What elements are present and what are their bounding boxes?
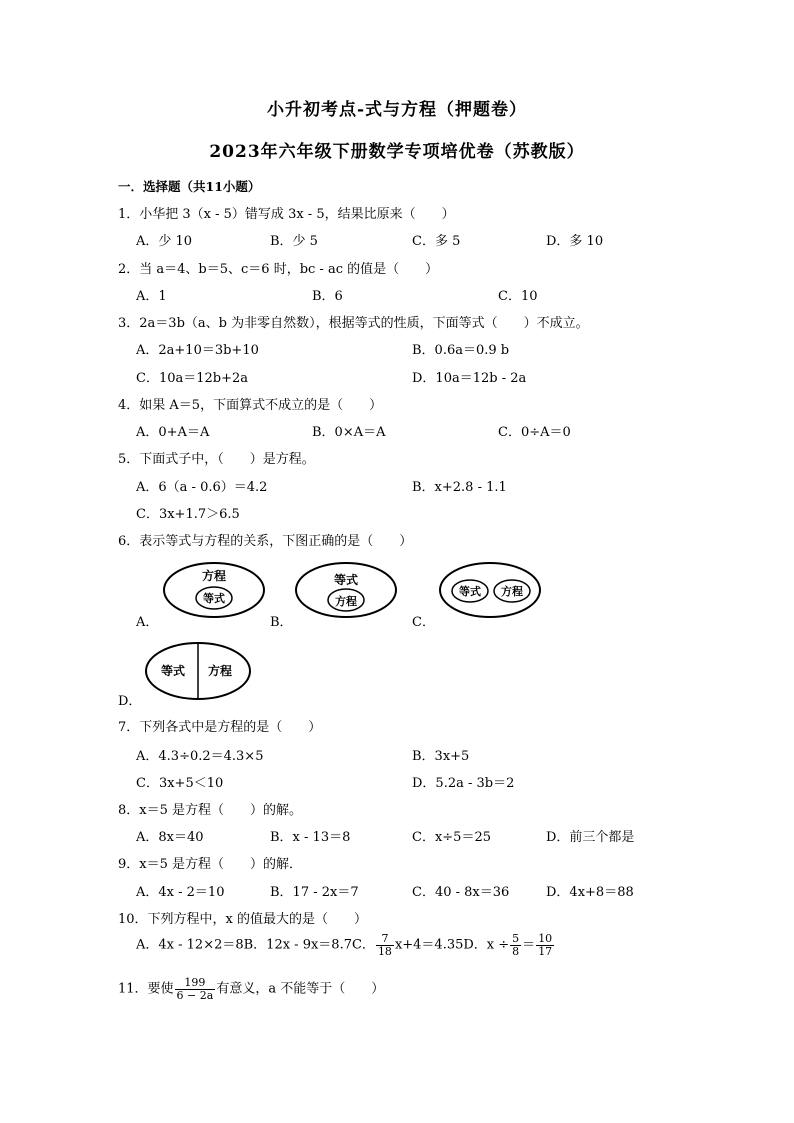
q6-option-b: B． [270,615,293,630]
question-5: 5．下面式子中，（ ）是方程。 [118,452,315,467]
q6-option-c: C． [412,615,435,630]
q11-fraction [175,977,216,1002]
q10-options [136,933,555,958]
q3-option-d: D．10a＝12b - 2a [412,371,527,386]
q5-option-b: B．x+2.8 - 1.1 [412,480,507,495]
q6-option-d: D． [118,694,142,709]
q5-option-a: A．6（a - 0.6）＝4.2 [136,480,268,495]
q1-option-a: A．少 10 [136,234,193,249]
q4-option-a: A．0+A＝A [136,425,210,440]
q7-option-a: A．4.3÷0.2＝4.3×5 [136,749,264,764]
question-7: 7．下列各式中是方程的是（ ） [118,720,322,735]
doc-title: 小升初考点-式与方程（押题卷） [266,100,528,120]
q10-options-ab: A．4x - 12×2＝8B．12x - 9x＝8.7C． [136,937,375,953]
question-1: 1．小华把 3（x - 5）错写成 3x - 5，结果比原来（ ） [118,207,455,222]
q9-option-c: C．40 - 8x＝36 [412,885,510,900]
q3-option-b: B．0.6a＝0.9 b [412,343,510,358]
q8-option-a: A．8x＝40 [136,830,204,845]
q10-d-result-fraction [536,933,554,958]
question-9: 9．x＝5 是方程（ ）的解． [118,857,303,872]
q6a-outer-label: 方程 [201,569,227,583]
q6c-right-label: 方程 [501,585,523,598]
q10-c-fraction [376,933,394,958]
question-3: 3．2a＝3b（a、b 为非零自然数），根据等式的性质，下面等式（ ）不成立。 [118,316,589,331]
q9-option-d: D．4x+8＝88 [546,885,634,900]
q10-d-rden: 17 [538,945,553,958]
q10-d-den: 8 [512,945,520,958]
q9-option-a: A．4x - 2＝10 [136,885,225,900]
q11-frac-den: 6 − 2a [176,989,214,1002]
q11-frac-num: 199 [175,977,216,990]
question-8: 8．x＝5 是方程（ ）的解。 [118,803,303,818]
q10-d-num: 5 [512,932,520,945]
q3-option-c: C．10a＝12b+2a [136,371,249,386]
question-2: 2．当 a＝4、b＝5、c＝6 时，bc - ac 的值是（ ） [118,262,439,277]
q7-option-b: B．3x+5 [412,749,470,764]
q6c-left-label: 等式 [459,585,481,598]
q6-diagram-c [438,560,542,620]
q6-diagram-a [162,560,266,620]
q6a-inner-label: 等式 [203,592,225,605]
q4-option-b: B．0×A＝A [312,425,386,440]
q5-option-c: C．3x+1.7＞6.5 [136,507,240,522]
q10-d-equals: ＝ [522,937,536,953]
q8-option-b: B．x - 13＝8 [270,830,351,845]
q1-option-c: C．多 5 [412,234,461,249]
q10-d-rnum: 10 [538,932,553,945]
q4-option-c: C．0÷A＝0 [498,425,571,440]
q6-diagram-d [144,640,252,702]
q6b-outer-label: 等式 [333,573,359,587]
q6b-inner-label: 方程 [335,595,357,608]
q1-option-d: D．多 10 [546,234,604,249]
q6-option-a: A． [136,615,159,630]
question-6: 6．表示等式与方程的关系，下图正确的是（ ） [118,534,413,549]
question-10: 10．下列方程中，x 的值最大的是（ ） [118,912,368,927]
q10-options-cd: x+4＝4.35D．x ÷ [394,937,510,953]
doc-subtitle: 2023年六年级下册数学专项培优卷（苏教版） [209,142,585,162]
q9-option-b: B．17 - 2x＝7 [270,885,359,900]
q7-option-c: C．3x+5＜10 [136,776,224,791]
q2-option-a: A．1 [136,289,167,304]
q1-option-b: B．少 5 [270,234,318,249]
q2-option-c: C．10 [498,289,538,304]
q6d-right-label: 方程 [207,664,233,678]
question-4: 4．如果 A＝5，下面算式不成立的是（ ） [118,398,383,413]
q10-c-num: 7 [376,933,394,946]
q10-c-den: 18 [377,945,392,958]
q10-d-fraction [510,933,521,958]
q8-option-d: D．前三个都是 [546,830,635,845]
q11-text-after: 有意义，a 不能等于（ ） [216,981,385,997]
question-11 [118,977,384,1002]
q8-option-c: C．x÷5＝25 [412,830,491,845]
section-heading: 一．选择题（共11小题） [118,179,261,194]
q7-option-d: D．5.2a - 3b＝2 [412,776,515,791]
q3-option-a: A．2a+10＝3b+10 [136,343,259,358]
q6d-left-label: 等式 [160,664,186,678]
q6-diagram-b [294,560,398,620]
q11-text-before: 11．要使 [118,981,174,997]
q2-option-b: B．6 [312,289,343,304]
